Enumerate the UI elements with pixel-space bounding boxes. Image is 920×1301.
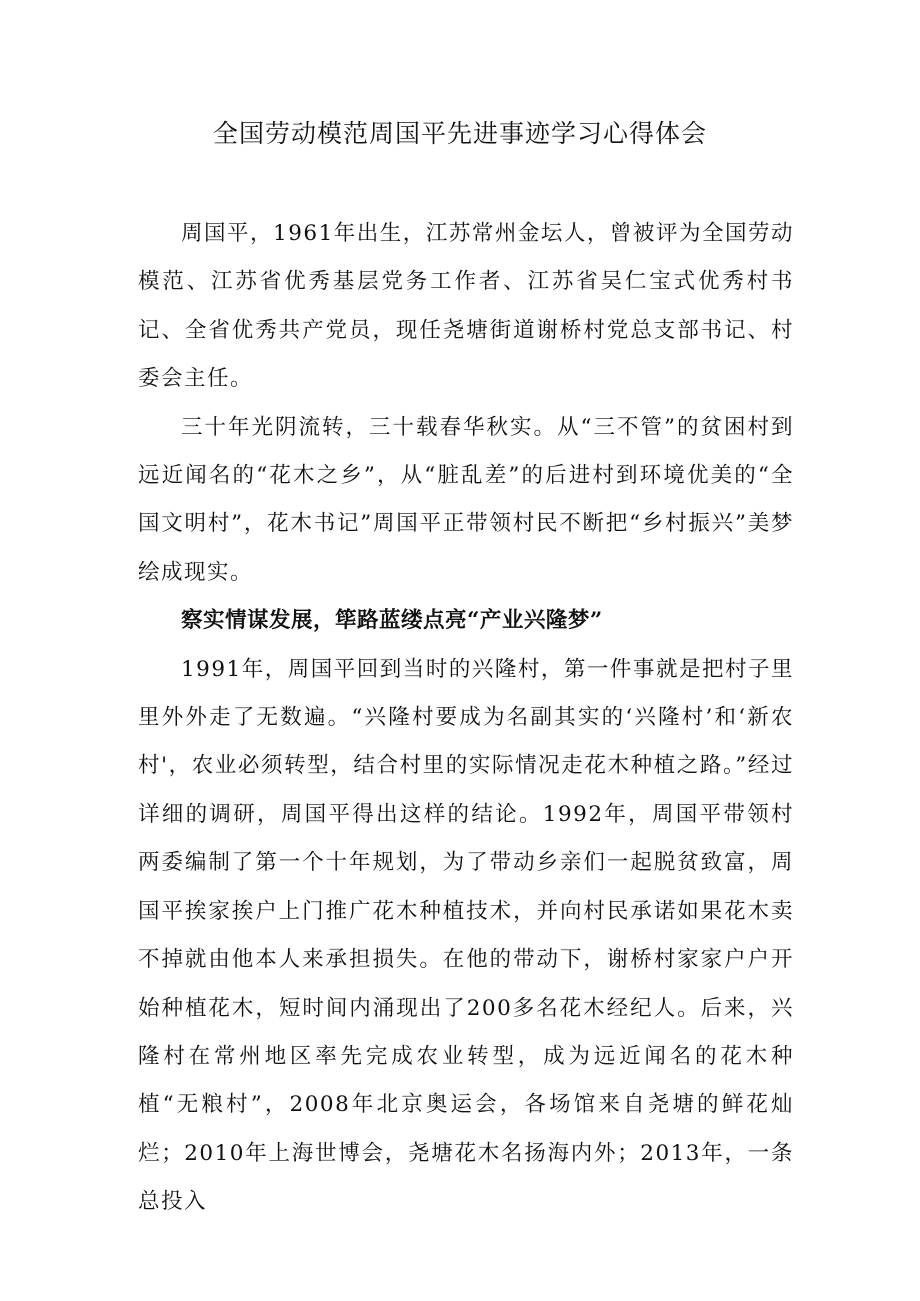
document-title: 全国劳动模范周国平先进事迹学习心得体会 bbox=[212, 119, 707, 148]
section-heading: 察实情谋发展，筚路蓝缕点亮“产业兴隆梦” bbox=[181, 608, 603, 634]
document-body bbox=[138, 210, 794, 1227]
section-paragraph: 1991年，周国平回到当时的兴隆村，第一件事就是把村子里里外外走了无数遍。“兴隆村要成为名副其实的‘兴隆村’和‘新农村'，农业必须转型，结合村里的实际情况走花木种植之路。”经过详细的调研，周国平得出这样的结论。1992年，周国平带领村两委编制了第一个十年规划，为了带动乡亲们一起脱贫致富，周国平挨家挨户上门推广花木种植技术，并向村民承诺如果花木卖不掉就由他本人来承担损失。在他的带动下，谢桥村家家户户开始种植花木，短时间内涌现出了200多名花木经纪人。后来，兴隆村在常州地区率先完成农业转型，成为远近闻名的花木种植“无粮村”，2008年北京奥运会，各场馆来自尧塘的鲜花灿烂；2010年上海世博会，尧塘花木名扬海内外；2013年，一条总投入 bbox=[138, 656, 794, 1215]
summary-paragraph: 三十年光阴流转，三十载春华秋实。从“三不管”的贫困村到远近闻名的“花木之乡”，从“脏乱差”的后进村到环境优美的“全国文明村”，花木书记”周国平正带领村民不断把“乡村振兴”美梦绘成现实。 bbox=[138, 414, 794, 585]
intro-paragraph: 周国平，1961年出生，江苏常州金坛人，曾被评为全国劳动模范、江苏省优秀基层党务工作者、江苏省吴仁宝式优秀村书记、全省优秀共产党员，现任尧塘街道谢桥村党总支部书记、村委会主任。 bbox=[138, 221, 794, 392]
